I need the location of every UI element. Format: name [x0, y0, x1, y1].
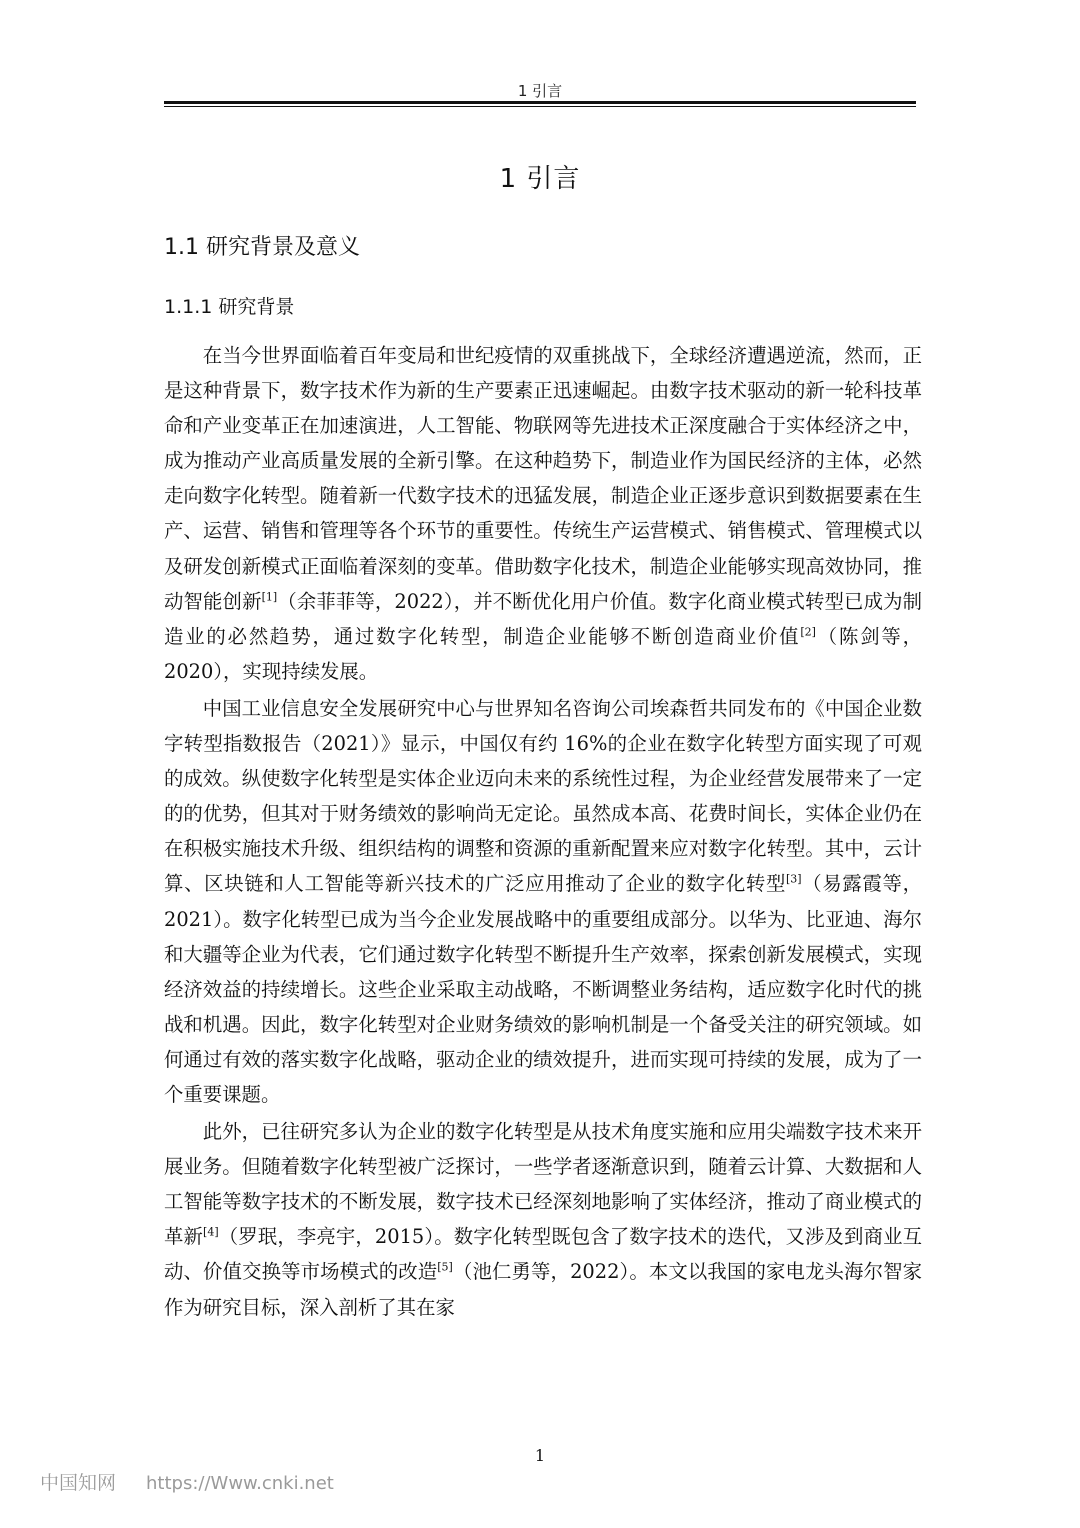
text-run: （余菲菲等，2022），并不断优化用户价值。数字化商业模式转型已成为制造业的必然趋势，通过数字化转型，制造企业能够不断创造商业价值 [164, 589, 922, 648]
watermark [40, 1468, 334, 1495]
text-run: 中国工业信息安全发展研究中心与世界知名咨询公司埃森哲共同发布的《中国企业数字转型指数报告（2021）》显示，中国仅有约 16%的企业在数字化转型方面实现了可观的成效。纵使数字化转型是实体企业迈向未来的系统性过程，为企业经营发展带来了一定的的优势，但其对于财务绩效的影响尚无定论。虽然成本高、花费时间长，实体企业仍在在积极实施技术升级、组织结构的调整和资源的重新配置来应对数字化转型。其中，云计算、区块链和人工智能等新兴技术的广泛应用推动了企业的数字化转型 [164, 696, 922, 896]
chapter-title: 1 引言 [499, 164, 581, 194]
text-run: 此外，已往研究多认为企业的数字化转型是从技术角度实施和应用尖端数字技术来开展业务。但随着数字化转型被广泛探讨，一些学者逐渐意识到，随着云计算、大数据和人工智能等数字技术的不断发展，数字技术已经深刻地影响了实体经济，推动了商业模式的革新 [164, 1120, 922, 1249]
citation-ref: [3] [786, 872, 802, 886]
subsection-heading: 1.1.1 研究背景 [164, 296, 295, 318]
page-number: 1 [534, 1446, 546, 1465]
text-run: （罗珉，李亮宇，2015）。数字化转型既包含了数字技术的迭代，又涉及到商业互动、价值交换等市场模式的改造 [164, 1225, 923, 1284]
paragraph-2 [164, 691, 922, 1112]
running-head: 1 引言 [517, 82, 563, 100]
watermark-url: https://Www.cnki.net [146, 1473, 334, 1494]
citation-ref: [1] [261, 590, 278, 604]
text-run: （易露霞等，2021）。数字化转型已成为当今企业发展战略中的重要组成部分。以华为、比亚迪、海尔和大疆等企业为代表，它们通过数字化转型不断提升生产效率，探索创新发展模式，实现经济效益的持续增长。这些企业采取主动战略，不断调整业务结构，适应数字化时代的挑战和机遇。因此，数字化转型对企业财务绩效的影响机制是一个备受关注的研究领域。如何通过有效的落实数字化战略，驱动企业的绩效提升，进而实现可持续的发展，成为了一个重要课题。 [164, 872, 922, 1106]
paragraph-3 [164, 1114, 922, 1325]
citation-ref: [2] [800, 625, 816, 639]
section-heading: 1.1 研究背景及意义 [164, 235, 360, 260]
text-run: 在当今世界面临着百年变局和世纪疫情的双重挑战下，全球经济遭遇逆流，然而，正是这种背景下，数字技术作为新的生产要素正迅速崛起。由数字技术驱动的新一轮科技革命和产业变革正在加速演进，人工智能、物联网等先进技术正深度融合于实体经济之中，成为推动产业高质量发展的全新引擎。在这种趋势下，制造业作为国民经济的主体，必然走向数字化转型。随着新一代数字技术的迅猛发展，制造企业正逐步意识到数据要素在生产、运营、销售和管理等各个环节的重要性。传统生产运营模式、销售模式、管理模式以及研发创新模式正面临着深刻的变革。借助数字化技术，制造企业能够实现高效协同，推动智能创新 [164, 344, 922, 613]
citation-ref: [5] [437, 1260, 453, 1274]
paragraph-1 [164, 338, 922, 689]
text-run: （池仁勇等，2022）。本文以我国的家电龙头海尔智家作为研究目标，深入剖析了其在家 [164, 1260, 922, 1319]
header-rule-thick [164, 101, 916, 104]
watermark-brand: 中国知网 [40, 1472, 117, 1494]
header-rule-thin [164, 106, 916, 107]
citation-ref: [4] [203, 1225, 219, 1239]
body-text [164, 338, 922, 1327]
text-run: （陈剑等，2020），实现持续发展。 [164, 624, 923, 683]
